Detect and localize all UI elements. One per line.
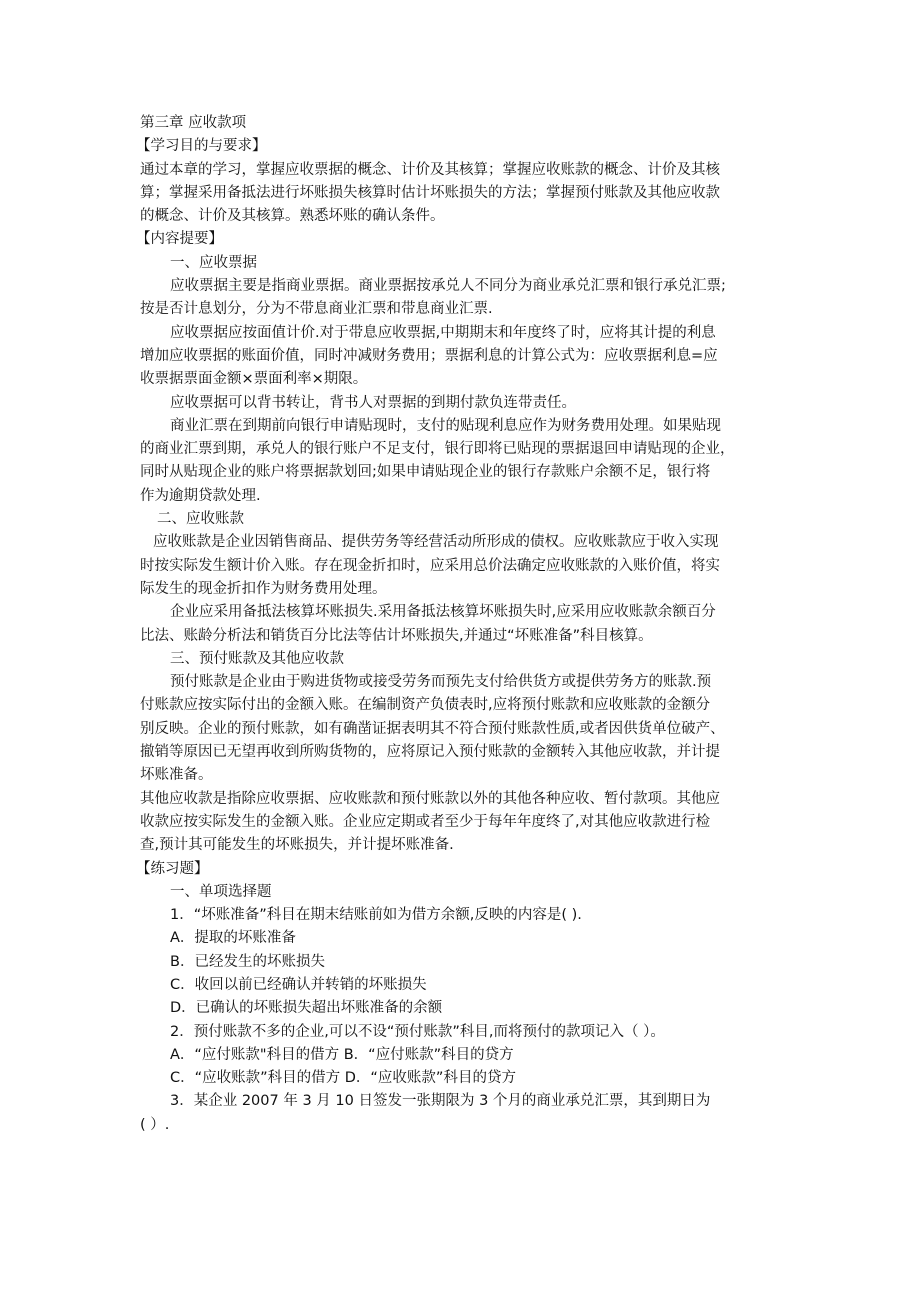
objectives-line: 算；掌握采用备抵法进行坏账损失核算时估计坏账损失的方法；掌握预付账款及其他应收款 [140,184,720,201]
question-1: 1．“坏账准备”科目在期末结账前如为借方余额,反映的内容是( ). [170,907,582,924]
chapter-title: 第三章 应收款项 [140,115,247,131]
paragraph-line: 比法、账龄分析法和销货百分比法等估计坏账损失,并通过“坏账准备”科目核算。 [140,627,653,644]
objectives-line: 通过本章的学习，掌握应收票据的概念、计价及其核算；掌握应收账款的概念、计价及其核 [140,161,720,178]
paragraph-line: 应收票据可以背书转让，背书人对票据的到期付款负连带责任。 [170,394,576,411]
paragraph-line: 企业应采用备抵法核算坏账损失.采用备抵法核算坏账损失时,应采用应收账款余额百分 [170,604,716,621]
paragraph-line: 收票据票面金额×票面利率×期限。 [140,371,368,388]
paragraph-line: 应收票据应按面值计价.对于带息应收票据,中期期末和年度终了时，应将其计提的利息 [170,324,716,341]
question-3: 3．某企业 2007 年 3 月 10 日签发一张期限为 3 个月的商业承兑汇票，其到期日为 [170,1093,711,1110]
paragraph-line: 的商业汇票到期，承兑人的银行账户不足支付，银行即将已贴现的票据退回申请贴现的企业， [140,441,735,458]
paragraph-line: 撤销等原因已无望再收到所购货物的，应将原记入预付账款的金额转入其他应收款，并计提 [140,744,720,761]
paragraph-line: 坏账准备。 [140,767,213,784]
question-1-option-d: D．已确认的坏账损失超出坏账准备的余额 [170,1000,443,1017]
objectives-line: 的概念、计价及其核算。熟悉坏账的确认条件。 [140,208,445,225]
section-title-notes-receivable: 一、应收票据 [170,254,257,271]
paragraph-line: 按是否计息划分，分为不带息商业汇票和带息商业汇票. [140,301,493,318]
paragraph-line: 查,预计其可能发生的坏账损失，并计提坏账准备. [140,837,454,854]
paragraph-line: 同时从贴现企业的账户将票据款划回;如果申请贴现企业的银行存款账户余额不足，银行将 [140,464,711,481]
paragraph-line: 商业汇票在到期前向银行申请贴现时，支付的贴现利息应作为财务费用处理。如果贴现 [170,417,721,434]
exercise-header: 【练习题】 [136,860,209,877]
question-3-continued: ( ）. [140,1116,170,1133]
objectives-header: 【学习目的与要求】 [136,138,267,155]
question-2: 2．预付账款不多的企业,可以不设“预付账款”科目,而将预付的款项记入（ ）。 [170,1023,665,1040]
paragraph-line: 付账款应按实际付出的金额入账。在编制资产负债表时,应将预付账款和应收账款的金额分 [140,697,711,714]
section-title-prepayments: 三、预付账款及其他应收款 [170,650,344,667]
paragraph-line: 应收票据主要是指商业票据。商业票据按承兑人不同分为商业承兑汇票和银行承兑汇票; [170,278,726,295]
paragraph-line: 预付账款是企业由于购进货物或接受劳务而预先支付给供货方或提供劳务方的账款.预 [170,674,712,691]
question-1-option-a: A．提取的坏账准备 [170,930,296,947]
document-page [136,112,790,1137]
content-header: 【内容提要】 [136,231,223,248]
paragraph-line: 应收账款是企业因销售商品、提供劳务等经营活动所形成的债权。应收账款应于收入实现 [153,534,719,551]
question-1-option-b: B．已经发生的坏账损失 [170,953,325,970]
paragraph-line: 别反映。企业的预付账款，如有确凿证据表明其不符合预付账款性质,或者因供货单位破产、 [140,720,725,737]
paragraph-line: 收款应按实际发生的金额入账。企业应定期或者至少于每年年度终了,对其他应收款进行检 [140,813,711,830]
paragraph-line: 增加应收票据的账面价值，同时冲减财务费用；票据利息的计算公式为：应收票据利息=应 [140,347,718,364]
question-1-option-c: C．收回以前已经确认并转销的坏账损失 [170,976,427,993]
section-title-accounts-receivable: 二、应收账款 [157,511,244,528]
paragraph-line: 其他应收款是指除应收票据、应收账款和预付账款以外的其他各种应收、暂付款项。其他应 [140,790,720,807]
paragraph-line: 际发生的现金折扣作为财务费用处理。 [140,580,387,597]
exercise-section-title: 一、单项选择题 [170,883,272,900]
paragraph-line: 时按实际发生额计价入账。存在现金折扣时，应采用总价法确定应收账款的入账价值，将实 [140,557,720,574]
paragraph-line: 作为逾期贷款处理. [140,487,261,504]
question-2-options-ab: A．“应付账款"科目的借方 B．“应付账款”科目的贷方 [170,1046,514,1063]
question-2-options-cd: C．“应收账款”科目的借方 D．“应收账款”科目的贷方 [170,1070,516,1087]
